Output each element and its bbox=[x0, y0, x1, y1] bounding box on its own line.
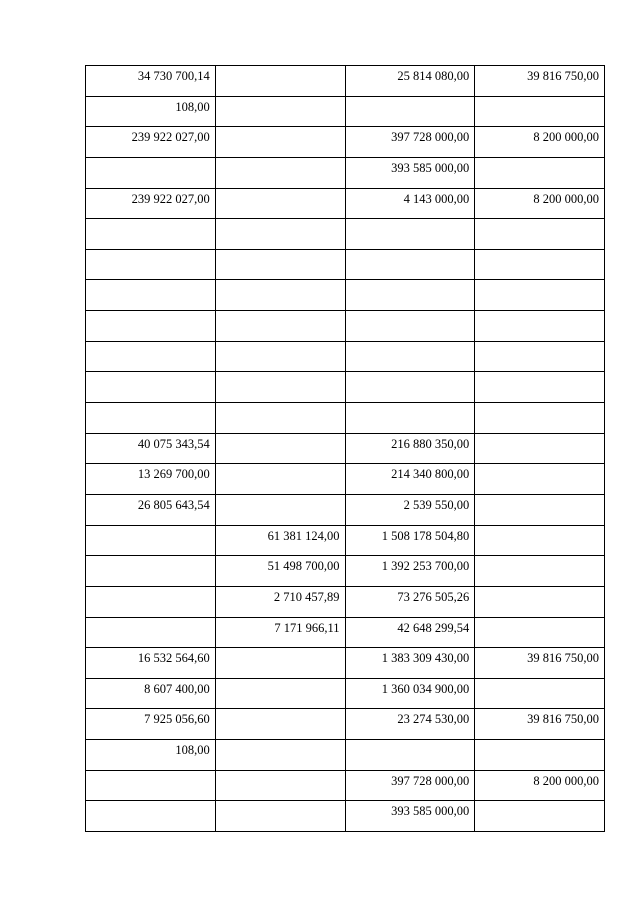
table-cell-column-2 bbox=[215, 648, 345, 679]
table-cell-column-1 bbox=[86, 341, 216, 372]
table-row bbox=[86, 341, 605, 372]
table-cell-column-2 bbox=[215, 372, 345, 403]
table-cell-column-1 bbox=[86, 586, 216, 617]
table-cell-column-2 bbox=[215, 66, 345, 97]
table-cell-column-3 bbox=[345, 403, 475, 434]
table-row bbox=[86, 311, 605, 342]
table-cell-column-4 bbox=[475, 801, 605, 832]
table-cell-column-4 bbox=[475, 219, 605, 250]
table-cell-column-2 bbox=[215, 740, 345, 771]
table-cell-column-3 bbox=[345, 280, 475, 311]
table-cell-column-3: 73 276 505,26 bbox=[345, 586, 475, 617]
table-cell-column-1: 16 532 564,60 bbox=[86, 648, 216, 679]
table-cell-column-3 bbox=[345, 249, 475, 280]
table-cell-column-2 bbox=[215, 157, 345, 188]
table-row bbox=[86, 433, 605, 464]
table-cell-column-2 bbox=[215, 801, 345, 832]
table-cell-column-4 bbox=[475, 678, 605, 709]
table-cell-column-4 bbox=[475, 249, 605, 280]
table-row bbox=[86, 157, 605, 188]
table-cell-column-2 bbox=[215, 709, 345, 740]
table-cell-column-2 bbox=[215, 433, 345, 464]
table-cell-column-2: 61 381 124,00 bbox=[215, 525, 345, 556]
table-cell-column-4 bbox=[475, 341, 605, 372]
table-row bbox=[86, 770, 605, 801]
table-cell-column-3 bbox=[345, 96, 475, 127]
table-row bbox=[86, 586, 605, 617]
document-sheet bbox=[85, 65, 604, 832]
table-cell-column-3: 1 360 034 900,00 bbox=[345, 678, 475, 709]
table-row bbox=[86, 556, 605, 587]
table-cell-column-4 bbox=[475, 280, 605, 311]
table-cell-column-1 bbox=[86, 801, 216, 832]
table-cell-column-4 bbox=[475, 157, 605, 188]
table-row bbox=[86, 249, 605, 280]
table-cell-column-2 bbox=[215, 188, 345, 219]
table-cell-column-2 bbox=[215, 127, 345, 158]
table-cell-column-2 bbox=[215, 311, 345, 342]
table-row bbox=[86, 617, 605, 648]
table-row bbox=[86, 280, 605, 311]
table-cell-column-1: 7 925 056,60 bbox=[86, 709, 216, 740]
table-cell-column-1 bbox=[86, 770, 216, 801]
table-cell-column-4 bbox=[475, 525, 605, 556]
table-cell-column-1: 239 922 027,00 bbox=[86, 188, 216, 219]
table-cell-column-4: 39 816 750,00 bbox=[475, 66, 605, 97]
table-row bbox=[86, 740, 605, 771]
table-cell-column-2 bbox=[215, 494, 345, 525]
table-cell-column-1: 34 730 700,14 bbox=[86, 66, 216, 97]
table-row bbox=[86, 188, 605, 219]
table-cell-column-4 bbox=[475, 617, 605, 648]
table-cell-column-2 bbox=[215, 464, 345, 495]
table-cell-column-3: 397 728 000,00 bbox=[345, 127, 475, 158]
table-cell-column-3: 4 143 000,00 bbox=[345, 188, 475, 219]
table-cell-column-1 bbox=[86, 219, 216, 250]
table-row bbox=[86, 96, 605, 127]
table-body bbox=[86, 66, 605, 832]
table-cell-column-2 bbox=[215, 219, 345, 250]
table-cell-column-2 bbox=[215, 249, 345, 280]
table-cell-column-2 bbox=[215, 96, 345, 127]
table-row bbox=[86, 403, 605, 434]
table-cell-column-4 bbox=[475, 740, 605, 771]
table-cell-column-4: 8 200 000,00 bbox=[475, 127, 605, 158]
table-cell-column-2: 2 710 457,89 bbox=[215, 586, 345, 617]
table-cell-column-4: 39 816 750,00 bbox=[475, 648, 605, 679]
table-cell-column-3: 214 340 800,00 bbox=[345, 464, 475, 495]
table-cell-column-1 bbox=[86, 372, 216, 403]
table-cell-column-2: 7 171 966,11 bbox=[215, 617, 345, 648]
table-cell-column-1: 13 269 700,00 bbox=[86, 464, 216, 495]
table-cell-column-1: 26 805 643,54 bbox=[86, 494, 216, 525]
table-cell-column-1 bbox=[86, 525, 216, 556]
table-cell-column-3: 1 383 309 430,00 bbox=[345, 648, 475, 679]
table-cell-column-3 bbox=[345, 372, 475, 403]
table-cell-column-3: 393 585 000,00 bbox=[345, 157, 475, 188]
table-cell-column-3: 25 814 080,00 bbox=[345, 66, 475, 97]
table-cell-column-3 bbox=[345, 341, 475, 372]
table-cell-column-1: 239 922 027,00 bbox=[86, 127, 216, 158]
table-cell-column-3: 397 728 000,00 bbox=[345, 770, 475, 801]
table-cell-column-1 bbox=[86, 311, 216, 342]
table-cell-column-3 bbox=[345, 311, 475, 342]
table-row bbox=[86, 66, 605, 97]
table-cell-column-4 bbox=[475, 433, 605, 464]
table-cell-column-1 bbox=[86, 556, 216, 587]
table-cell-column-4: 8 200 000,00 bbox=[475, 770, 605, 801]
table-row bbox=[86, 709, 605, 740]
table-cell-column-3 bbox=[345, 740, 475, 771]
table-row bbox=[86, 648, 605, 679]
table-cell-column-4 bbox=[475, 96, 605, 127]
table-cell-column-3: 216 880 350,00 bbox=[345, 433, 475, 464]
table-cell-column-1: 40 075 343,54 bbox=[86, 433, 216, 464]
table-cell-column-4 bbox=[475, 494, 605, 525]
table-cell-column-3: 2 539 550,00 bbox=[345, 494, 475, 525]
table-cell-column-3: 42 648 299,54 bbox=[345, 617, 475, 648]
table-cell-column-4 bbox=[475, 311, 605, 342]
table-cell-column-3: 1 508 178 504,80 bbox=[345, 525, 475, 556]
table-cell-column-1 bbox=[86, 157, 216, 188]
table-cell-column-1: 8 607 400,00 bbox=[86, 678, 216, 709]
table-cell-column-3: 393 585 000,00 bbox=[345, 801, 475, 832]
table-cell-column-2 bbox=[215, 770, 345, 801]
table-cell-column-1: 108,00 bbox=[86, 96, 216, 127]
table-row bbox=[86, 678, 605, 709]
table-cell-column-3: 1 392 253 700,00 bbox=[345, 556, 475, 587]
table-cell-column-3 bbox=[345, 219, 475, 250]
table-cell-column-2 bbox=[215, 280, 345, 311]
table-cell-column-4: 39 816 750,00 bbox=[475, 709, 605, 740]
table-cell-column-4 bbox=[475, 556, 605, 587]
table-cell-column-2 bbox=[215, 341, 345, 372]
table-cell-column-2 bbox=[215, 403, 345, 434]
table-row bbox=[86, 464, 605, 495]
table-row bbox=[86, 494, 605, 525]
table-row bbox=[86, 801, 605, 832]
table-cell-column-4 bbox=[475, 586, 605, 617]
table-cell-column-2: 51 498 700,00 bbox=[215, 556, 345, 587]
table-cell-column-3: 23 274 530,00 bbox=[345, 709, 475, 740]
table-cell-column-1 bbox=[86, 280, 216, 311]
table-cell-column-4: 8 200 000,00 bbox=[475, 188, 605, 219]
table-cell-column-1 bbox=[86, 249, 216, 280]
table-cell-column-2 bbox=[215, 678, 345, 709]
table-cell-column-1 bbox=[86, 403, 216, 434]
table-row bbox=[86, 219, 605, 250]
table-cell-column-1 bbox=[86, 617, 216, 648]
table-cell-column-1: 108,00 bbox=[86, 740, 216, 771]
table-cell-column-4 bbox=[475, 403, 605, 434]
table-cell-column-4 bbox=[475, 372, 605, 403]
table-row bbox=[86, 372, 605, 403]
financial-table bbox=[85, 65, 605, 832]
table-row bbox=[86, 127, 605, 158]
table-cell-column-4 bbox=[475, 464, 605, 495]
table-row bbox=[86, 525, 605, 556]
